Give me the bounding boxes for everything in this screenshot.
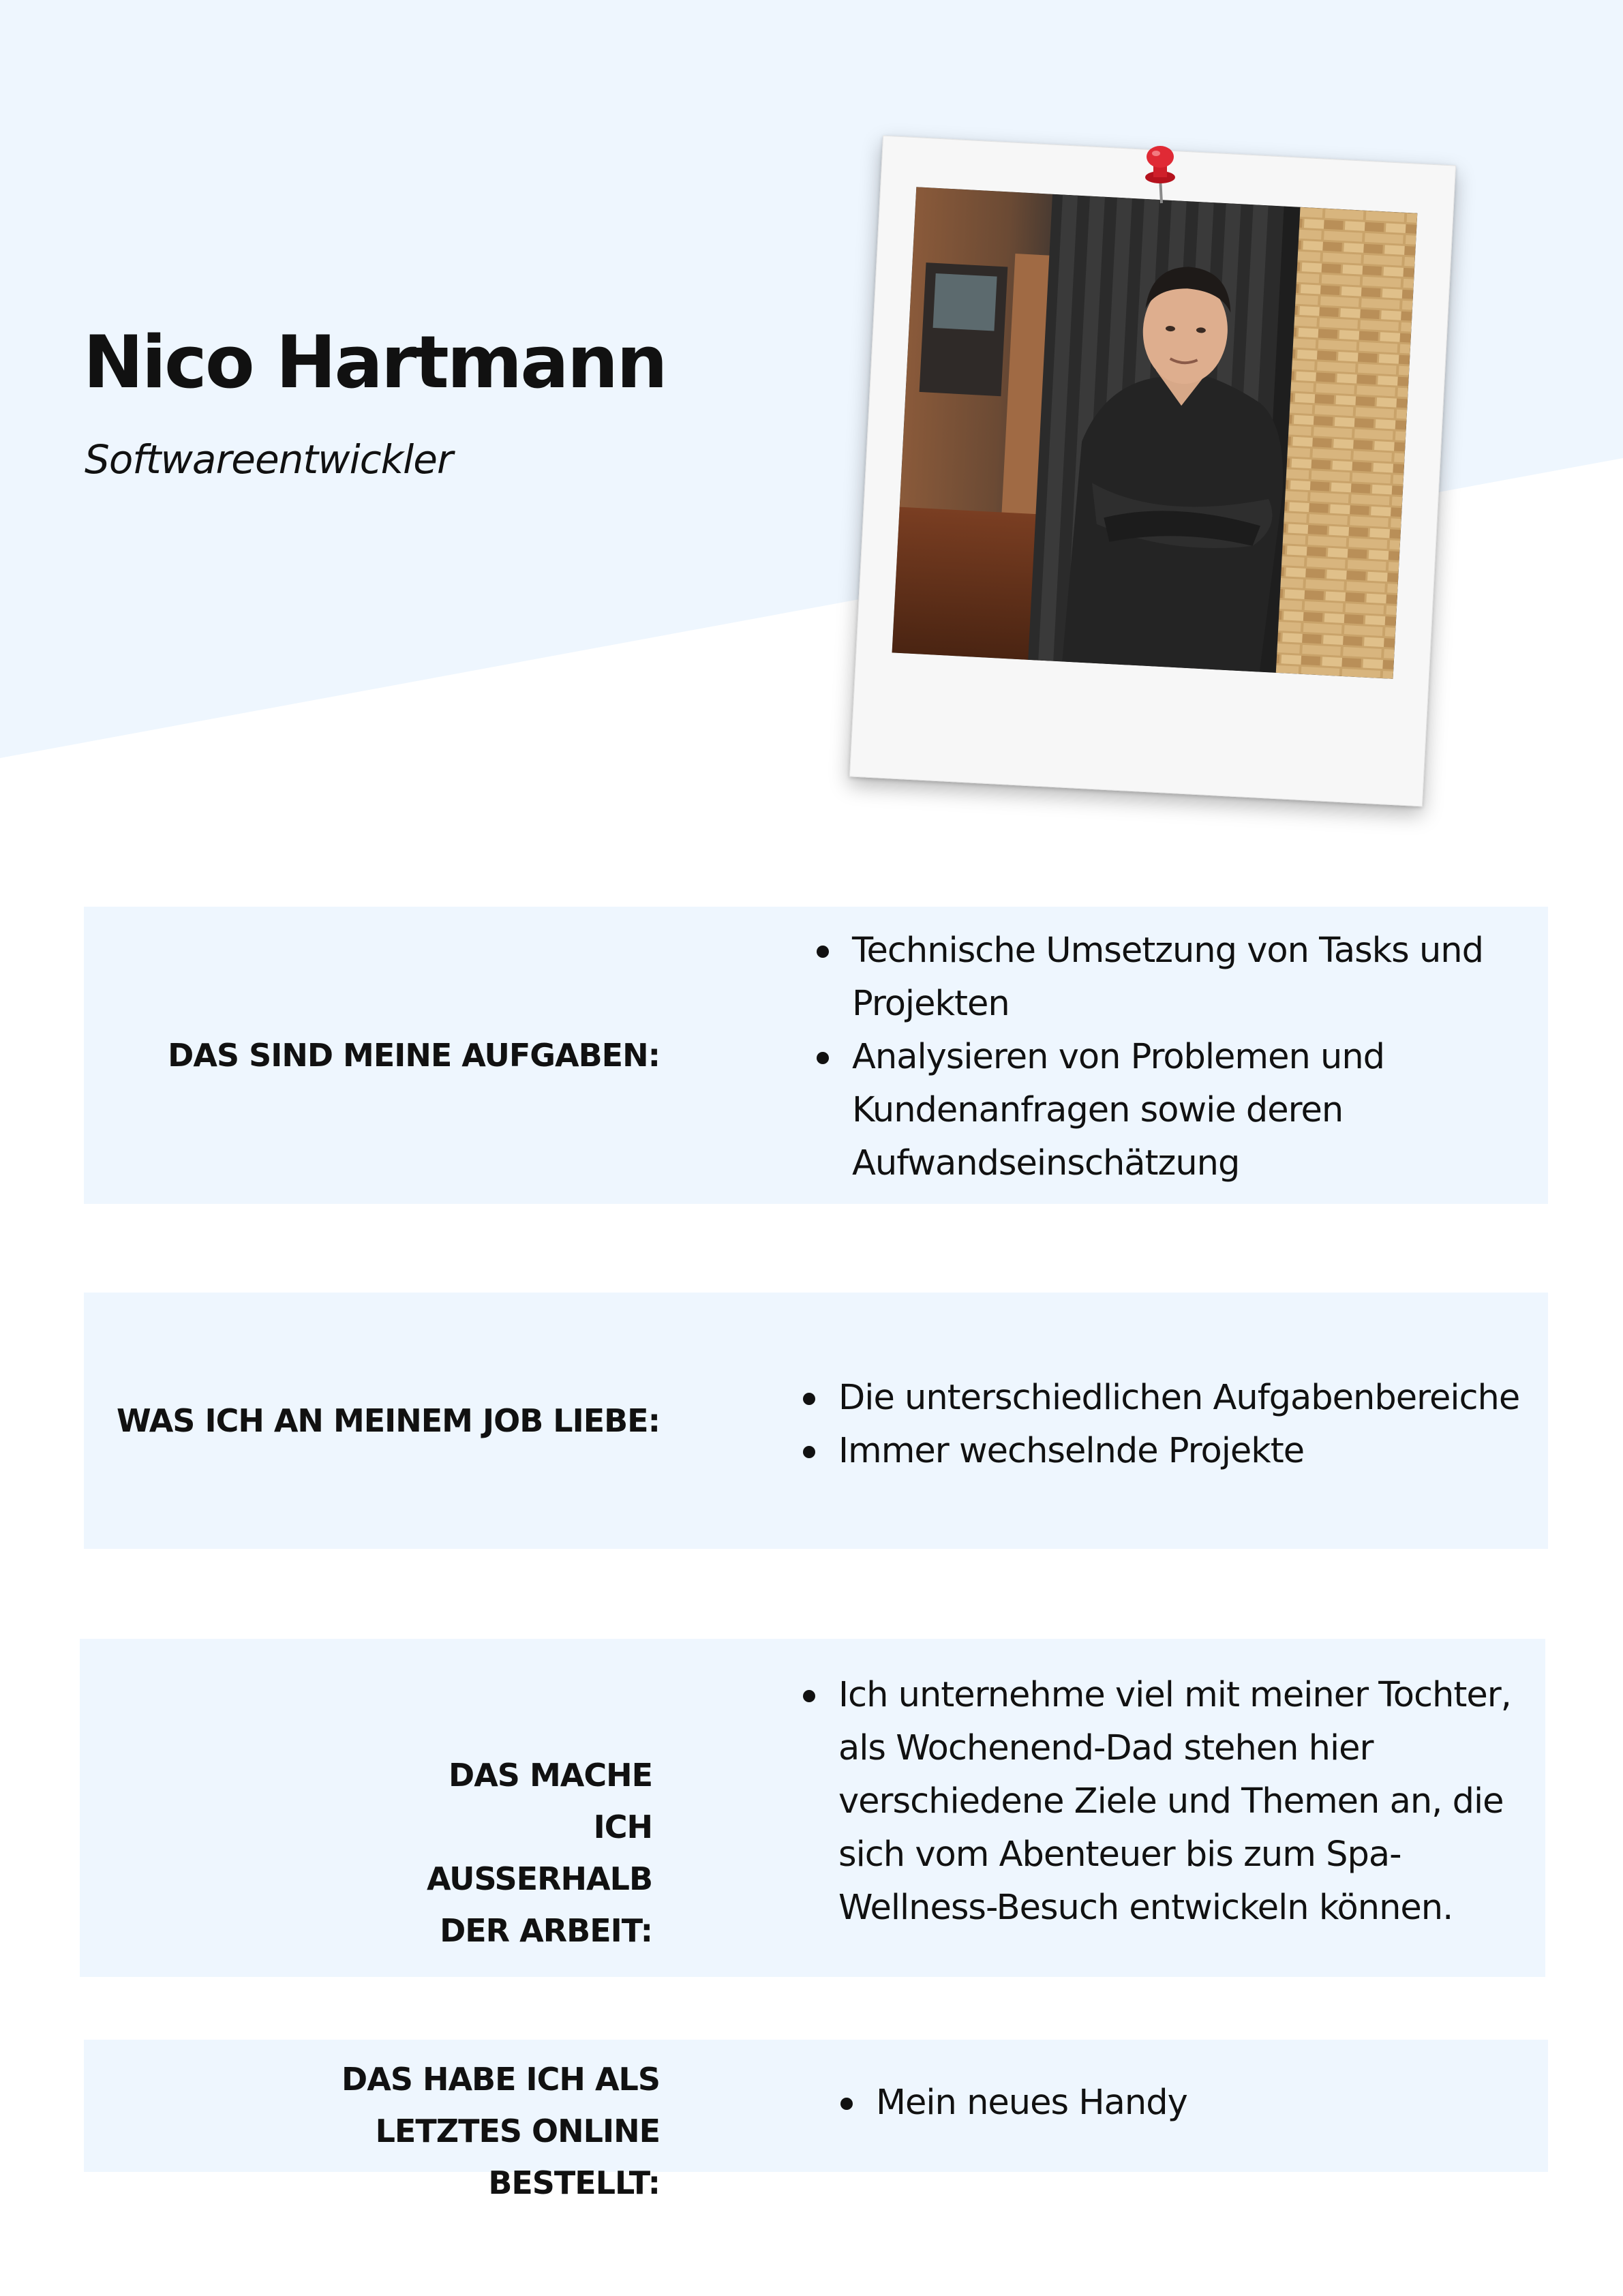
section-last-order-label: DAS HABE ICH ALS LETZTES ONLINE BESTELLT: (342, 2061, 660, 2201)
list-item: Immer wechselnde Projekte (803, 1425, 1546, 1478)
section-tasks (84, 907, 1548, 1204)
list-item: Mein neues Handy (840, 2076, 1522, 2130)
section-job-love-label: WAS ICH AN MEINEM JOB LIEBE: (117, 1402, 660, 1439)
profile-photo (892, 187, 1418, 679)
polaroid-frame (849, 136, 1456, 807)
list-item: Analysieren von Problemen und Kundenanfragen sowie deren Aufwandseinschätzung (817, 1031, 1532, 1190)
section-free-time-list (803, 1669, 1526, 1935)
section-last-order-list (840, 2076, 1522, 2130)
person-role: Softwareentwickler (85, 436, 453, 483)
list-item: Die unterschiedlichen Aufgabenbereiche (803, 1372, 1546, 1425)
push-pin-icon (1140, 143, 1181, 205)
section-free-time (80, 1639, 1545, 1977)
section-free-time-label: DAS MACHE ICH AUSSERHALB DER ARBEIT: (426, 1757, 652, 1949)
section-job-love (84, 1293, 1548, 1549)
section-tasks-label: DAS SIND MEINE AUFGABEN: (168, 1037, 660, 1074)
section-last-order (84, 2040, 1548, 2201)
profile-photo-illustration (892, 187, 1418, 679)
person-name: Nico Hartmann (83, 320, 666, 404)
list-item: Technische Umsetzung von Tasks und Projekten (817, 924, 1532, 1031)
list-item: Ich unternehme viel mit meiner Tochter, als Wochenend-Dad stehen hier verschiedene Ziele und Themen an, die sich vom Abenteuer bis zum Spa-Wellness-Besuch entwickeln können. (803, 1669, 1526, 1935)
section-tasks-list (817, 924, 1532, 1190)
section-job-love-list (803, 1372, 1546, 1478)
